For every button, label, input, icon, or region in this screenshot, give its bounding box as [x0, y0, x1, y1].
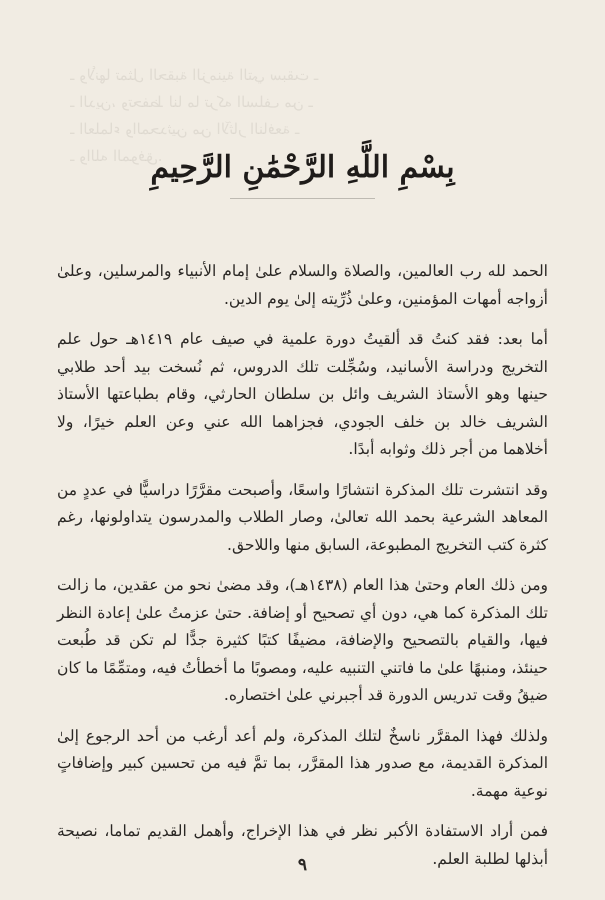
paragraph: أما بعد: فقد كنتُ قد ألقيتُ دورة علمية في صيف عام ١٤١٩هـ حول علم التخريج ودراسة الأسانيد، وسُجِّلت تلك الدروس، ثم نُسخت بيد أحد طلابي حينها وهو الأستاذ الشريف وائل بن سلطان الحارثي، وقام بطباعتها الأستاذ الشريف خالد بن خلف الجودي، فجزاهما الله عني وعن العلم خيرًا، ولا أخلاهما من أجر ذلك وثوابه أبدًا. — [57, 330, 548, 458]
page-number: ٩ — [297, 855, 308, 875]
ghost-line: ـ العلماء والمحدثين من الآثار النافعة ـ — [70, 120, 300, 138]
paragraph: الحمد لله رب العالمين، والصلاة والسلام علىٰ إمام الأنبياء والمرسلين، وعلىٰ أزواجه أمهات المؤمنين، وعلىٰ ذُرِّيته إلىٰ يوم الدين. — [57, 262, 548, 308]
basmala-heading: بِسْمِ اللَّهِ الرَّحْمَٰنِ الرَّحِيمِ — [150, 150, 455, 185]
paragraph: فمن أراد الاستفادة الأكبر نظر في هذا الإخراج، وأهمل القديم تماما، نصيحة أبذلها لطلبة العلم. — [57, 822, 548, 868]
basmala-underline — [230, 198, 375, 199]
ghost-line: ـ الدين، وتحفظ لنا ما تركه السلف من ـ — [70, 93, 313, 111]
paragraph: ومن ذلك العام وحتىٰ هذا العام (١٤٣٨هـ)، وقد مضىٰ نحو من عقدين، ما زالت تلك المذكرة كما هي، دون أي تصحيح أو إضافة. حتىٰ عزمتُ علىٰ إعادة النظر فيها، والقيام بالتصحيح والإضافة، مضيفًا كتبًا كثيرة جدًّا لم تكن قد طُبعت حينئذ، ومنبهًا علىٰ ما فاتني التنبيه عليه، ومصوبًا ما أخطأتُ فيه، ومتمِّمًا ما كان ضيقُ وقت تدريس الدورة قد أجبرني علىٰ اختصاره. — [57, 576, 548, 704]
body-text — [57, 258, 548, 886]
ghost-line: ـ ولأنها تمثل الحقبة الزمنية التي سبقت ـ — [70, 66, 319, 84]
ghost-line: ـ والله الموفق. — [70, 147, 163, 165]
paragraph: ولذلك فهذا المقرَّر ناسخٌ لتلك المذكرة، ولم أعد أرغب من أحد الرجوع إلىٰ المذكرة القديمة، مع صدور هذا المقرَّر، بما تمَّ فيه من تحسين كبير وإضافاتٍ نوعية مهمة. — [57, 726, 548, 800]
paragraph: وقد انتشرت تلك المذكرة انتشارًا واسعًا، وأصبحت مقرَّرًا دراسيًّا في عددٍ من المعاهد الشرعية بحمد الله تعالىٰ، وصار الطلاب والمدرسون يتداولونها، رغم كثرة كتب التخريج المطبوعة، السابق منها واللاحق. — [57, 480, 548, 554]
